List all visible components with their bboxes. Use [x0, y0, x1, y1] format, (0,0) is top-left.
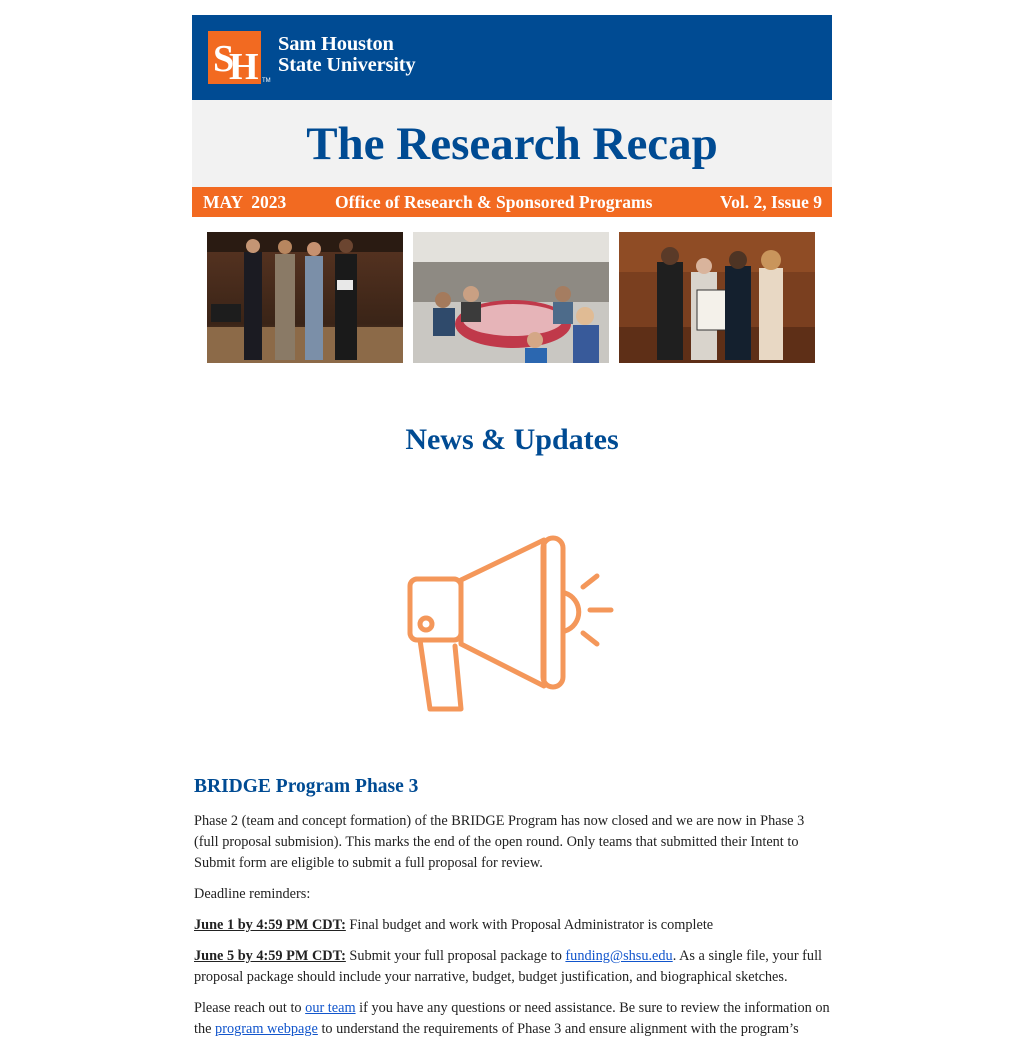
award-ceremony-photo: [207, 232, 403, 363]
article-paragraph: Phase 2 (team and concept formation) of the BRIDGE Program has now closed and we are now in Phase 3 (full proposal submision). This marks the end of the open round. Only teams that submitted their Intent to Submit form are eligible to submit a full proposal for review.: [194, 813, 805, 871]
banquet-table-photo: [413, 232, 609, 363]
deadline-item: [194, 915, 832, 936]
trademark-mark: TM: [262, 78, 271, 84]
funding-email-link[interactable]: funding@shsu.edu: [565, 948, 673, 964]
svg-text:H: H: [229, 46, 259, 84]
university-name[interactable]: [278, 34, 415, 76]
section-title: News & Updates: [405, 423, 619, 456]
deadline-item: [194, 946, 832, 988]
deadline-label: June 5 by 4:59 PM CDT:: [194, 948, 346, 964]
newsletter-title: The Research Recap: [306, 118, 718, 170]
contact-text: if you have any questions or need assistance. Be sure to review the information on the: [194, 1000, 830, 1037]
contact-text: to understand the requirements of Phase 3 and ensure alignment with the program’s: [317, 1021, 799, 1037]
article-heading: BRIDGE Program Phase 3: [194, 776, 419, 797]
university-name-line1: Sam Houston: [278, 33, 394, 55]
issue-info-bar: [192, 187, 832, 217]
deadline-intro: Deadline reminders:: [194, 886, 311, 902]
proclamation-photo: [619, 232, 815, 363]
program-webpage-link[interactable]: program webpage: [215, 1021, 318, 1037]
contact-text: Please reach out to: [194, 1000, 306, 1016]
shsu-logo[interactable]: [208, 31, 261, 84]
bridge-article: [194, 775, 832, 1050]
issue-date: MAY 2023: [203, 192, 287, 212]
deadline-text: . As a single file, your full proposal package should include your narrative, budget, budget justification, and biographical sketches.: [194, 948, 823, 985]
office-name: Office of Research & Sponsored Programs: [335, 192, 653, 212]
university-header: [192, 15, 832, 100]
megaphone-icon: [398, 520, 638, 720]
photo-strip: [207, 232, 817, 363]
svg-text:S: S: [213, 38, 229, 80]
deadline-label: June 1 by 4:59 PM CDT:: [194, 917, 346, 933]
newsletter-title-bar: [192, 100, 832, 187]
our-team-link[interactable]: our team: [305, 1000, 356, 1016]
deadline-text: Submit your full proposal package to: [345, 948, 566, 964]
issue-volume: Vol. 2, Issue 9: [720, 192, 822, 212]
contact-paragraph: [194, 998, 832, 1040]
university-name-line2: State University: [278, 54, 416, 76]
deadline-text: Final budget and work with Proposal Administrator is complete: [345, 917, 714, 933]
newsletter: [192, 15, 832, 1037]
